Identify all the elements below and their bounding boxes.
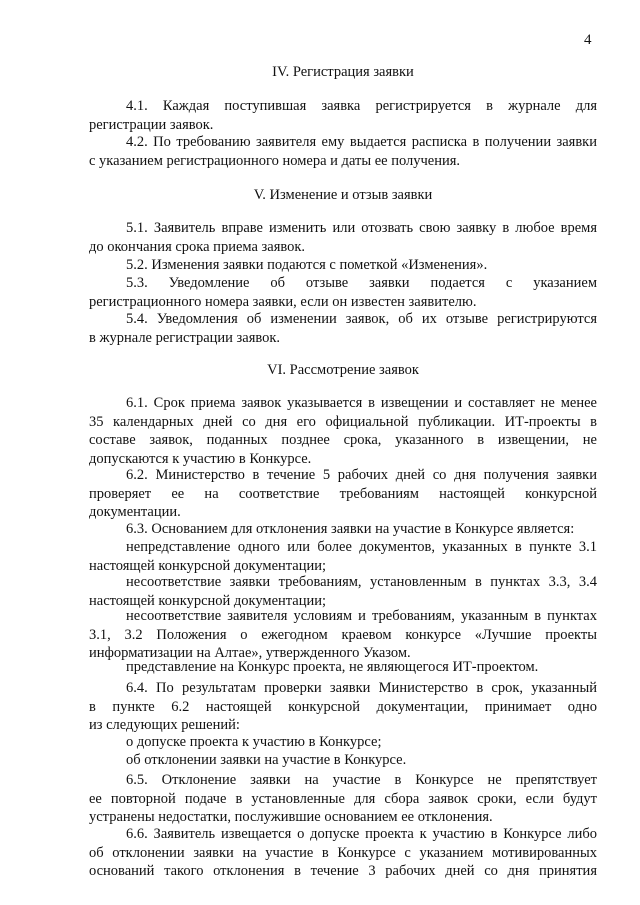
paragraph-5-4: 5.4. Уведомления об изменении заявок, об их отзыве регистрируются в журнале регистрации заявок.: [89, 311, 597, 346]
paragraph-6-3-item-1: непредставление одного или более документов, указанных в пункте 3.1 настоящей конкурсной документации;: [89, 539, 597, 574]
section-heading-change-withdraw: V. Изменение и отзыв заявки: [253, 187, 433, 203]
paragraph-6-4-option-2: об отклонении заявки на участие в Конкурсе.: [126, 752, 407, 768]
paragraph-6-6: 6.6. Заявитель извещается о допуске проекта к участию в Конкурсе либо об отклонении заявки на участие в Конкурсе с указанием мотивированных оснований такого отклонения в течение 3 рабочих дней со дня принятия: [89, 826, 597, 880]
paragraph-6-3-item-4: представление на Конкурс проекта, не являющегося ИТ-проектом.: [126, 659, 539, 675]
page-number: 4: [584, 32, 592, 48]
paragraph-6-3-item-2: несоответствие заявки требованиям, установленным в пунктах 3.3, 3.4 настоящей конкурсной документации;: [89, 574, 597, 609]
section-heading-review: VI. Рассмотрение заявок: [267, 362, 419, 378]
section-heading-registration: IV. Регистрация заявки: [272, 64, 414, 80]
paragraph-6-4: 6.4. По результатам проверки заявки Министерство в срок, указанный в пункте 6.2 настоящей конкурсной документации, принимает одно из следующих решений:: [89, 680, 597, 734]
paragraph-5-1: 5.1. Заявитель вправе изменить или отозвать свою заявку в любое время до окончания срока приема заявок.: [89, 220, 597, 255]
paragraph-5-3: 5.3. Уведомление об отзыве заявки подается с указанием регистрационного номера заявки, если он известен заявителю.: [89, 275, 597, 310]
paragraph-6-1: 6.1. Срок приема заявок указывается в извещении и составляет не менее 35 календарных дней со дня его официальной публикации. ИТ-проекты в составе заявок, поданных позднее срока, указанного в извещении, не допускаются к участию в Конкурсе.: [89, 395, 597, 467]
paragraph-5-2: 5.2. Изменения заявки подаются с пометкой «Изменения».: [126, 257, 488, 273]
paragraph-6-3: 6.3. Основанием для отклонения заявки на участие в Конкурсе является:: [126, 521, 575, 537]
paragraph-6-4-option-1: о допуске проекта к участию в Конкурсе;: [126, 734, 382, 750]
paragraph-4-2: 4.2. По требованию заявителя ему выдается расписка в получении заявки с указанием регистрационного номера и даты ее получения.: [89, 134, 597, 169]
paragraph-4-1: 4.1. Каждая поступившая заявка регистрируется в журнале для регистрации заявок.: [89, 98, 597, 133]
paragraph-6-5: 6.5. Отклонение заявки на участие в Конкурсе не препятствует ее повторной подаче в установленные для сбора заявок сроки, если будут устранены недостатки, послужившие основанием ее отклонения.: [89, 772, 597, 826]
paragraph-6-2: 6.2. Министерство в течение 5 рабочих дней со дня получения заявки проверяет ее на соответствие требованиям настоящей конкурсной документации.: [89, 467, 597, 521]
paragraph-6-3-item-3: несоответствие заявителя условиям и требованиям, указанным в пунктах 3.1, 3.2 Положения о ежегодном краевом конкурсе «Лучшие проекты информатизации на Алтае», утвержденного Указом.: [89, 608, 597, 662]
